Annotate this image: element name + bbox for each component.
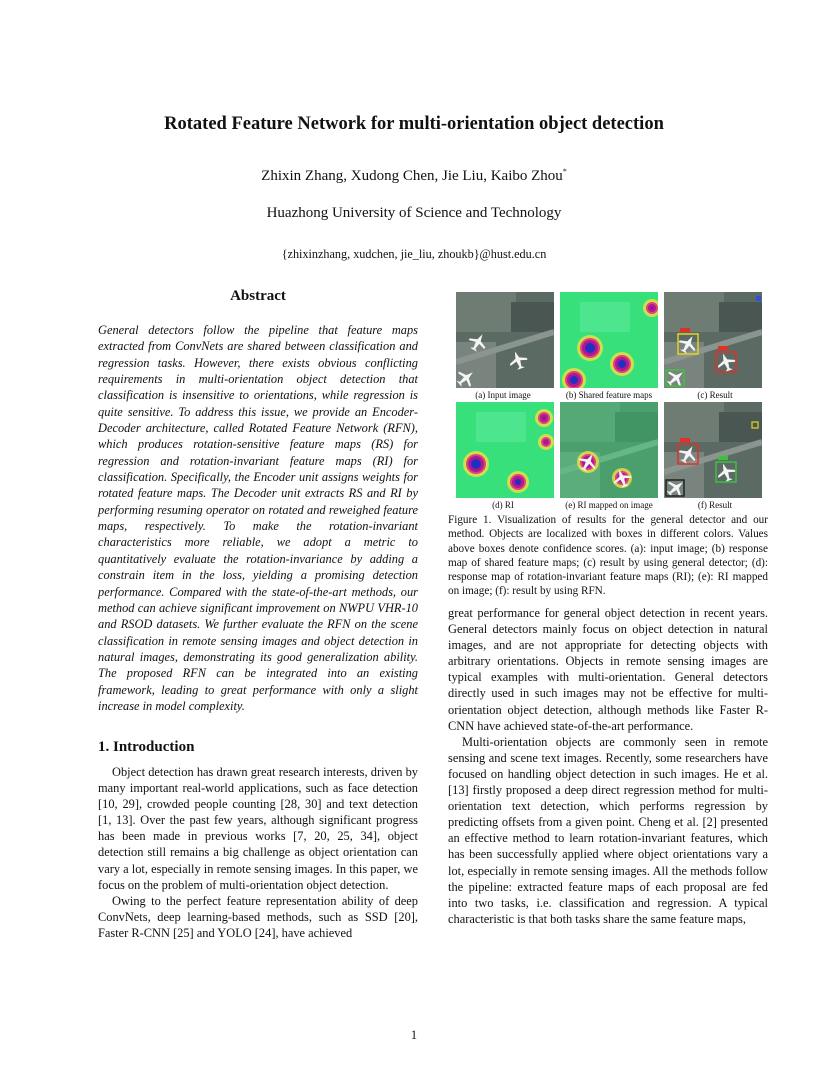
panel-label-b: (b) Shared feature maps <box>565 390 653 400</box>
figure-image-b <box>560 292 658 388</box>
figure-panel-b <box>560 292 658 388</box>
affiliation: Huazhong University of Science and Technology <box>266 205 562 221</box>
page-number: 1 <box>410 1028 418 1042</box>
figure-image-d <box>456 402 554 498</box>
corresponding-author-mark: * <box>562 167 567 176</box>
abstract-text: General detectors follow the pipeline that feature maps extracted from ConvNets are shared between classification and regression tasks. However, there exists obvious conflicting requirements in multi-orientation object detection that classification is insensitive to orientations, while regression is quite sensitive. To address this issue, we provide an Encoder-Decoder architecture, called Rotated Feature Network (RFN), which produces rotation-sensitive feature maps (RS) for regression and rotation-invariant feature maps (RI) for classification. Specifically, the Encoder unit assigns weights for rotated feature maps. The Decoder unit extracts RS and RI by performing resuming operator on rotated and reweighed feature maps, respectively. To make the rotation-invariant characteristics more reliable, we adopt a metric to quantitatively evaluate the rotation-invariance by adding a constrain item in the loss, yielding a promising detection performance. Compared with the state-of-the-art methods, our method can achieve significant improvement on NWPU VHR-10 and RSOD datasets. We further evaluate the RFN on the scene classification in remote sensing images and object detection in natural images, demonstrating its good generalization ability. The proposed RFN can be integrated into an existing framework, leading to great performance with only a slight increase in model complexity. <box>98 323 418 713</box>
intro-paragraph-4: Multi-orientation objects are commonly seen in remote sensing and scene text images. Recently, some researchers have focused on handling object detection in such images. He et al. [13] firstly proposed a deep direct regression method for multi-orientation text detection, which performs regression by predicting offsets from a given point. Cheng et al. [2] presented an effective method to learn rotation-invariant features, which has been successfully applied where object orientations vary a lot, especially in remote sensing images. All the methods follow the pipeline: extracted feature maps of each proposal are fed into two tasks, i.e. classification and regression. A typical characteristic is that both tasks share the same feature maps, <box>448 734 768 926</box>
figure-panel-a <box>456 292 554 388</box>
panel-label-c: (c) Result <box>697 390 733 400</box>
intro-paragraph-2: Owing to the perfect feature representation ability of deep ConvNets, deep learning-based methods, such as SSD [20], Faster R-CNN [25] and YOLO [24], have achieved <box>98 893 418 940</box>
figure-image-e <box>560 402 658 498</box>
panel-label-d: (d) RI <box>492 500 514 510</box>
author-emails: {zhixinzhang, xudchen, jie_liu, zhoukb}@hust.edu.cn <box>281 247 547 261</box>
figure-image-f <box>664 402 762 498</box>
figure-1 <box>448 288 768 513</box>
figure-panel-c <box>664 292 762 388</box>
figure-panel-d <box>456 402 554 498</box>
figure-panel-e <box>560 402 658 498</box>
introduction-left-column <box>98 764 418 941</box>
author-names: Zhixin Zhang, Xudong Chen, Jie Liu, Kaibo Zhou <box>261 168 563 184</box>
paper-title: Rotated Feature Network for multi-orientation object detection <box>164 114 664 134</box>
figure-1-caption: Figure 1. Visualization of results for the general detector and our method. Objects are localized with boxes in different colors. Values above boxes denote confidence scores. (a): input image; (b) response map of shared feature maps; (c) result by using general detector; (d): response map of rotation-invariant feature maps (RI); (e): RI mapped on image; (f): result by using RFN. <box>448 514 768 598</box>
introduction-heading: 1. Introduction <box>98 739 195 755</box>
introduction-right-column <box>448 605 768 927</box>
figure-image-a <box>456 292 554 388</box>
intro-paragraph-3: great performance for general object detection in recent years. General detectors mainly focus on object detection in natural images, and are not appropriate for detecting objects with arbitrary orientations. Objects in remote sensing images are typical examples with multi-orientation. General detectors directly used in such images may not be effective for multi-orientation object detection, although methods like Faster R-CNN have achieved state-of-the-art performance. <box>448 606 768 733</box>
panel-label-f: (f) Result <box>697 500 733 510</box>
panel-label-e: (e) RI mapped on image <box>565 500 653 510</box>
abstract-heading: Abstract <box>230 288 286 304</box>
author-list <box>0 167 828 185</box>
panel-label-a: (a) Input image <box>475 390 531 400</box>
figure-panel-f <box>664 402 762 498</box>
intro-paragraph-1: Object detection has drawn great research interests, driven by many important real-world applications, such as face detection [10, 29], crowded people counting [28, 30] and text detection [1, 13]. Over the past few years, although significant progress has been made in previous works [7, 20, 25, 34], object detection still remains a big challenge as object orientation can vary a lot, especially in remote sensing images. In this paper, we focus on the problem of multi-orientation object detection. <box>98 765 418 892</box>
figure-image-c <box>664 292 762 388</box>
